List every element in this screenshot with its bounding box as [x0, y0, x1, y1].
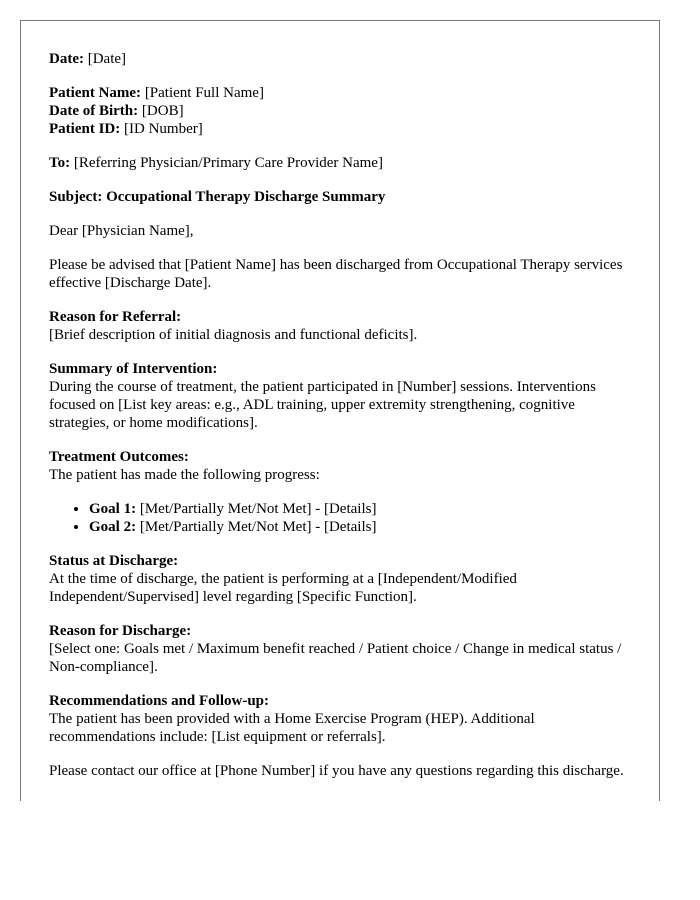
goal-label: Goal 1: [89, 501, 137, 517]
goal-text: [Met/Partially Met/Not Met] - [Details] [139, 519, 377, 535]
section-text: The patient has made the following progress: [49, 467, 320, 483]
patient-name-label: Patient Name: [49, 85, 142, 101]
section-heading: Status at Discharge: [49, 553, 179, 569]
letter-page [20, 20, 660, 801]
patient-id-label: Patient ID: [49, 121, 121, 137]
intro-paragraph: Please be advised that [Patient Name] has been discharged from Occupational Therapy services effective [Discharge Date]. [49, 257, 623, 291]
closing-paragraph: Please contact our office at [Phone Number] if you have any questions regarding this discharge. [49, 763, 624, 779]
section-heading: Reason for Discharge: [49, 623, 192, 639]
patient-id-value: [ID Number] [124, 121, 203, 137]
section-reason-for-discharge [49, 622, 631, 676]
section-reason-for-referral [49, 308, 631, 344]
date-line [49, 50, 631, 68]
section-heading: Recommendations and Follow-up: [49, 693, 270, 709]
section-status-at-discharge [49, 552, 631, 606]
section-text: [Brief description of initial diagnosis and functional deficits]. [49, 327, 418, 343]
patient-info-block [49, 84, 631, 138]
section-recommendations [49, 692, 631, 746]
section-heading: Treatment Outcomes: [49, 449, 189, 465]
patient-name-value: [Patient Full Name] [144, 85, 264, 101]
section-heading: Reason for Referral: [49, 309, 182, 325]
dob-value: [DOB] [141, 103, 184, 119]
salutation: Dear [Physician Name], [49, 223, 194, 239]
section-heading: Summary of Intervention: [49, 361, 218, 377]
subject-text: Subject: Occupational Therapy Discharge Summary [49, 189, 386, 205]
section-summary-of-intervention [49, 360, 631, 432]
dob-label: Date of Birth: [49, 103, 139, 119]
subject-line [49, 188, 631, 206]
date-value: [Date] [87, 51, 127, 67]
section-text: At the time of discharge, the patient is performing at a [Independent/Modified Independent/Supervised] level regarding [Specific Function]. [49, 571, 517, 605]
to-label: To: [49, 155, 71, 171]
section-text: [Select one: Goals met / Maximum benefit reached / Patient choice / Change in medical status / Non-compliance]. [49, 641, 622, 675]
list-item [89, 518, 631, 536]
list-item [89, 500, 631, 518]
section-text: During the course of treatment, the patient participated in [Number] sessions. Interventions focused on [List key areas: e.g., ADL training, upper extremity strengthening, cognitive strategies, or home modifications]. [49, 379, 596, 431]
section-text: The patient has been provided with a Home Exercise Program (HEP). Additional recommendations include: [List equipment or referrals]. [49, 711, 535, 745]
goals-list [49, 500, 631, 536]
to-value: [Referring Physician/Primary Care Provider Name] [73, 155, 383, 171]
date-label: Date: [49, 51, 84, 67]
section-treatment-outcomes [49, 448, 631, 484]
goal-label: Goal 2: [89, 519, 137, 535]
goal-text: [Met/Partially Met/Not Met] - [Details] [139, 501, 377, 517]
recipient-line [49, 154, 631, 172]
